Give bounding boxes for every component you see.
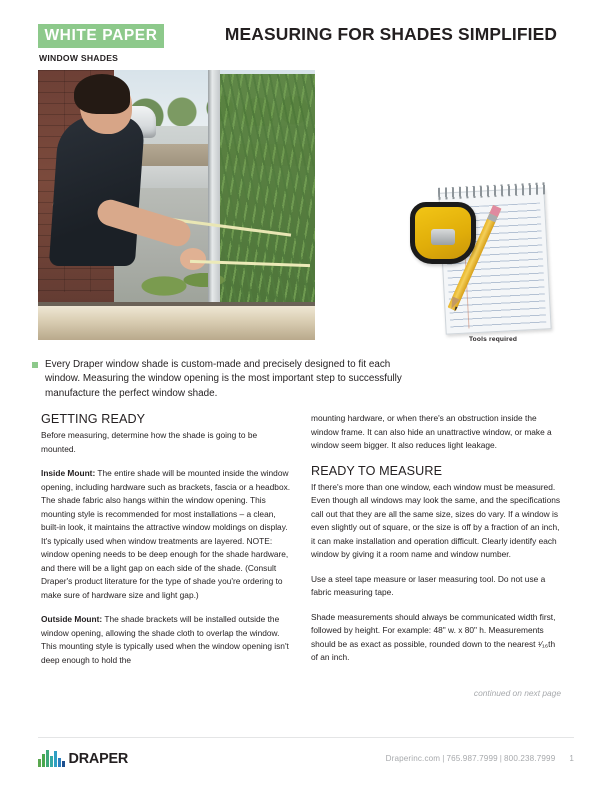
ready-to-measure-paragraph-1: If there's more than one window, each window must be measured. Even though all windows may look the same, and the specifications call out that they are all the same size, sizes do vary. If a window is even slightly out of square, or the size is off by a fraction of an inch, it can make installation and operation difficult. Clearly identify each window by giving it a room name and window number. — [311, 481, 561, 560]
photo-window-sill — [38, 306, 315, 340]
logo-bar-3 — [46, 750, 49, 767]
intro-callout-text: Every Draper window shade is custom-made and precisely designed to fit each window. Measuring the window opening is the most important step to successfully manufacture the perfect window shade. — [45, 359, 402, 399]
inside-mount-label: Inside Mount: — [41, 468, 96, 479]
photo-window-mullion — [208, 70, 220, 320]
logo-bar-2 — [42, 754, 45, 767]
continued-note: continued on next page — [473, 688, 561, 698]
footer-separator-1: | — [442, 754, 445, 763]
left-column — [41, 412, 291, 667]
badge-label: WHITE PAPER — [44, 27, 158, 45]
bullet-square-icon — [32, 362, 38, 368]
footer-separator-2: | — [499, 754, 503, 763]
footer-page-number: 1 — [569, 754, 574, 763]
logo-bar-1 — [38, 759, 41, 767]
tape-measure-belt-clip — [431, 229, 455, 245]
tools-photo — [408, 186, 578, 343]
inside-mount-paragraph — [41, 467, 291, 602]
footer-contact-info — [386, 754, 574, 763]
photo-person-torso — [49, 116, 145, 266]
hero-photo-window-measuring — [38, 70, 315, 340]
footer-phone-1[interactable]: 765.987.7999 — [446, 754, 498, 763]
photo-person-hand — [180, 248, 206, 270]
outside-mount-label: Outside Mount: — [41, 614, 103, 625]
logo-bar-4 — [50, 756, 53, 767]
logo-bar-7 — [62, 761, 65, 767]
outside-mount-continuation-paragraph: mounting hardware, or when there's an obstruction inside the window frame. It can also hide an unattractive window, or make a window seem bigger. It also reduces light leakage. — [311, 413, 552, 451]
logo-bar-5 — [54, 751, 57, 767]
section-title-getting-ready: GETTING READY — [41, 412, 146, 426]
draper-logo[interactable] — [38, 750, 128, 767]
tools-photo-caption: Tools required — [468, 336, 518, 343]
page-header — [38, 24, 574, 70]
ready-to-measure-paragraph-2: Use a steel tape measure or laser measuring tool. Do not use a fabric measuring tape. — [311, 573, 546, 598]
tape-measure — [410, 202, 476, 264]
logo-bar-6 — [58, 758, 61, 767]
white-paper-badge — [38, 24, 164, 48]
right-column — [311, 412, 561, 665]
page-title: MEASURING FOR SHADES SIMPLIFIED — [224, 24, 558, 44]
outside-mount-paragraph — [41, 613, 291, 667]
outside-mount-text: The shade brackets will be installed outside the window opening, allowing the shade cloth to overlap the window. This mounting style is typically used when the window opening isn't deep enough to hold the — [41, 614, 289, 665]
photo-person-hair — [74, 74, 130, 114]
section-title-ready-to-measure: READY TO MEASURE — [311, 463, 443, 478]
draper-logo-wordmark: DRAPER — [68, 750, 129, 767]
hero-photo-composition — [38, 70, 315, 340]
getting-ready-intro-paragraph: Before measuring, determine how the shade is going to be mounted. — [41, 430, 258, 454]
footer-divider — [38, 737, 574, 738]
footer-phone-2[interactable]: 800.238.7999 — [504, 754, 556, 763]
intro-callout — [32, 358, 427, 401]
footer-website[interactable]: Draperinc.com — [385, 754, 441, 763]
inside-mount-text: The entire shade will be mounted inside the window opening, including hardware such as brackets, fascia or a headbox. The shade fabric also hangs within the window opening. This mounting style is recommended for most installations – a clean, built-in look, it maintains the attractive window moldings on display. It's typically used when window treatments are layered. NOTE: window opening needs to be deep enough for the shade hardware, and there will be a light gap on each side of the shade. (Consult Draper's product literature for the type of shade you're ordering to make sure of hardware size and light gap.) — [41, 468, 291, 600]
subbrand-label: WINDOW SHADES — [39, 53, 119, 63]
ready-to-measure-paragraph-3: Shade measurements should always be communicated width first, followed by height. For example: 48" w. x 80" h. Measurements should be as exact as possible, rounded down to the nearest ¹⁄₁₆th of an inch. — [311, 611, 556, 663]
draper-logo-mark-icon — [38, 750, 65, 767]
